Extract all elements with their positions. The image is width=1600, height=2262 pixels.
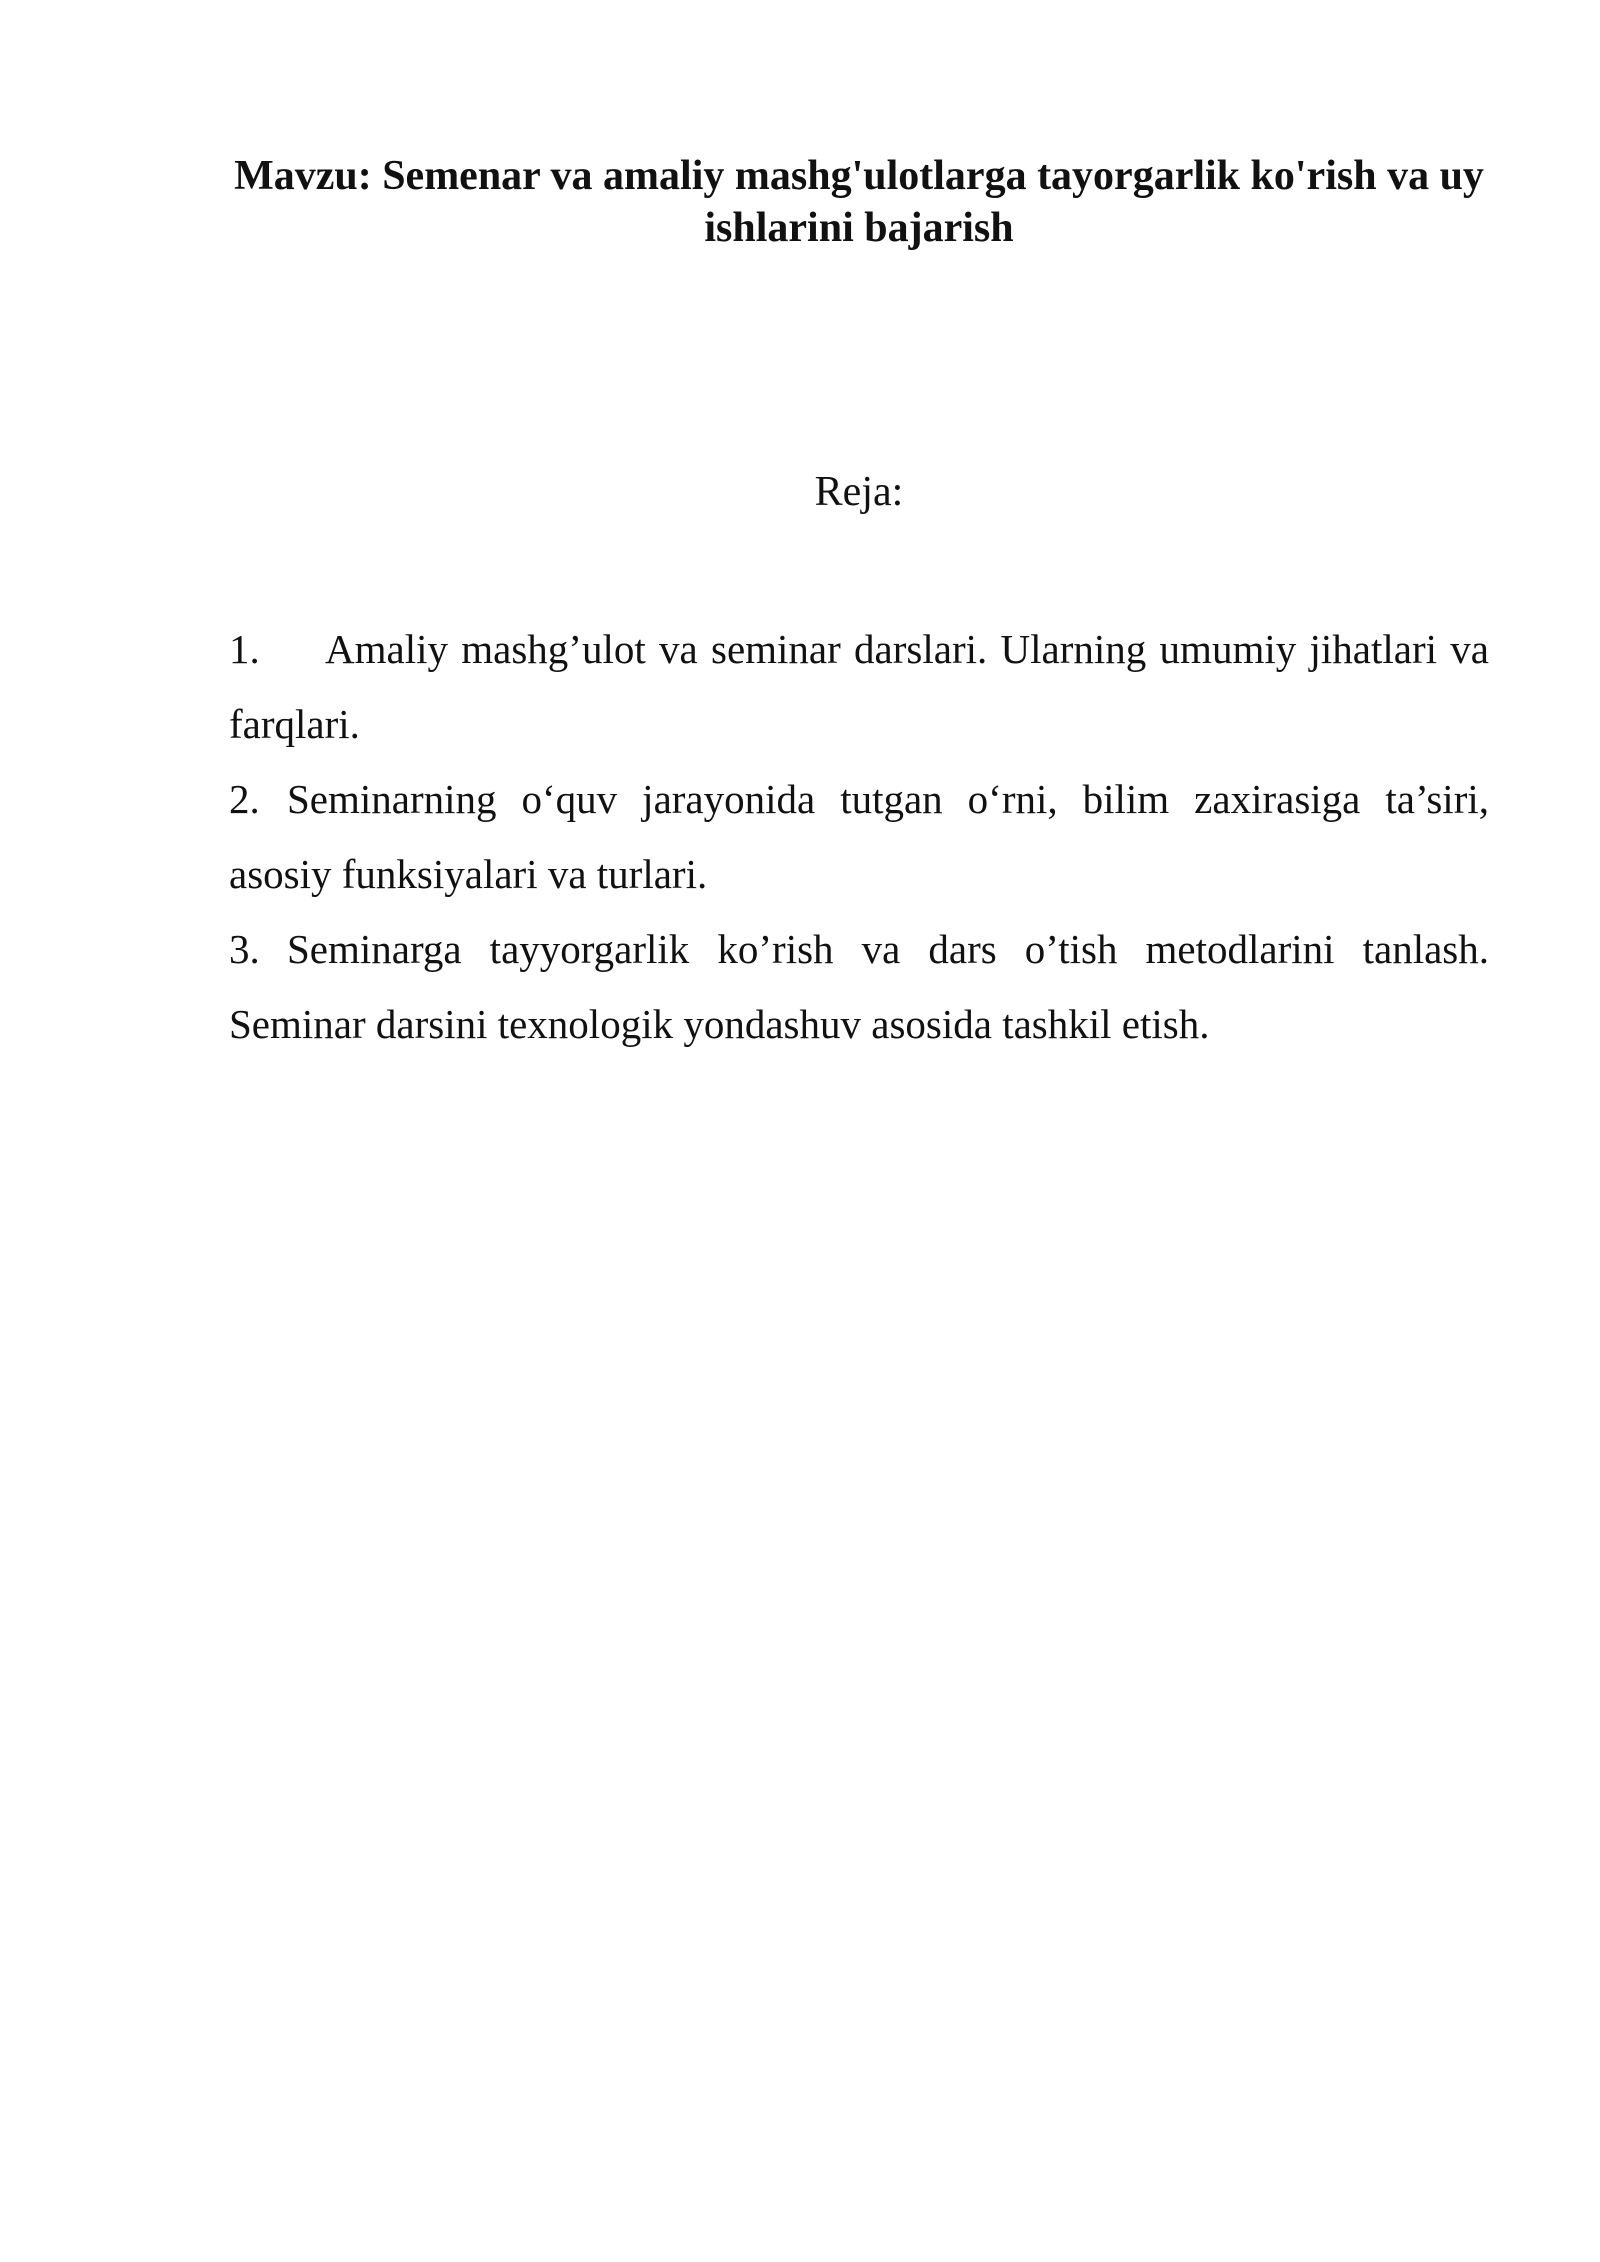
plan-item-text: Seminarning o‘quv jarayonida tutgan o‘rni, bilim zaxirasiga ta’siri, asosiy funksiyalari va turlari. (229, 776, 1489, 897)
plan-item-number: 1. (229, 626, 260, 672)
plan-item-1 (229, 612, 1489, 762)
plan-item-2 (229, 762, 1489, 912)
plan-item-number: 2. (229, 776, 260, 822)
document-title: Mavzu: Semenar va amaliy mashg'ulotlarga tayorgarlik ko'rish va uy ishlarini bajarish (234, 153, 1484, 251)
plan-heading: Reja: (814, 469, 904, 515)
plan-item-3 (229, 912, 1489, 1062)
plan-list (229, 612, 1489, 1062)
plan-item-number: 3. (229, 926, 260, 972)
plan-item-text: Amaliy mashg’ulot va seminar darslari. Ularning umumiy jihatlari va farqlari. (229, 626, 1489, 747)
plan-item-text: Seminarga tayyorgarlik ko’rish va dars o’tish metodlarini tanlash. Seminar darsini texnologik yondashuv asosida tashkil etish. (229, 926, 1489, 1047)
